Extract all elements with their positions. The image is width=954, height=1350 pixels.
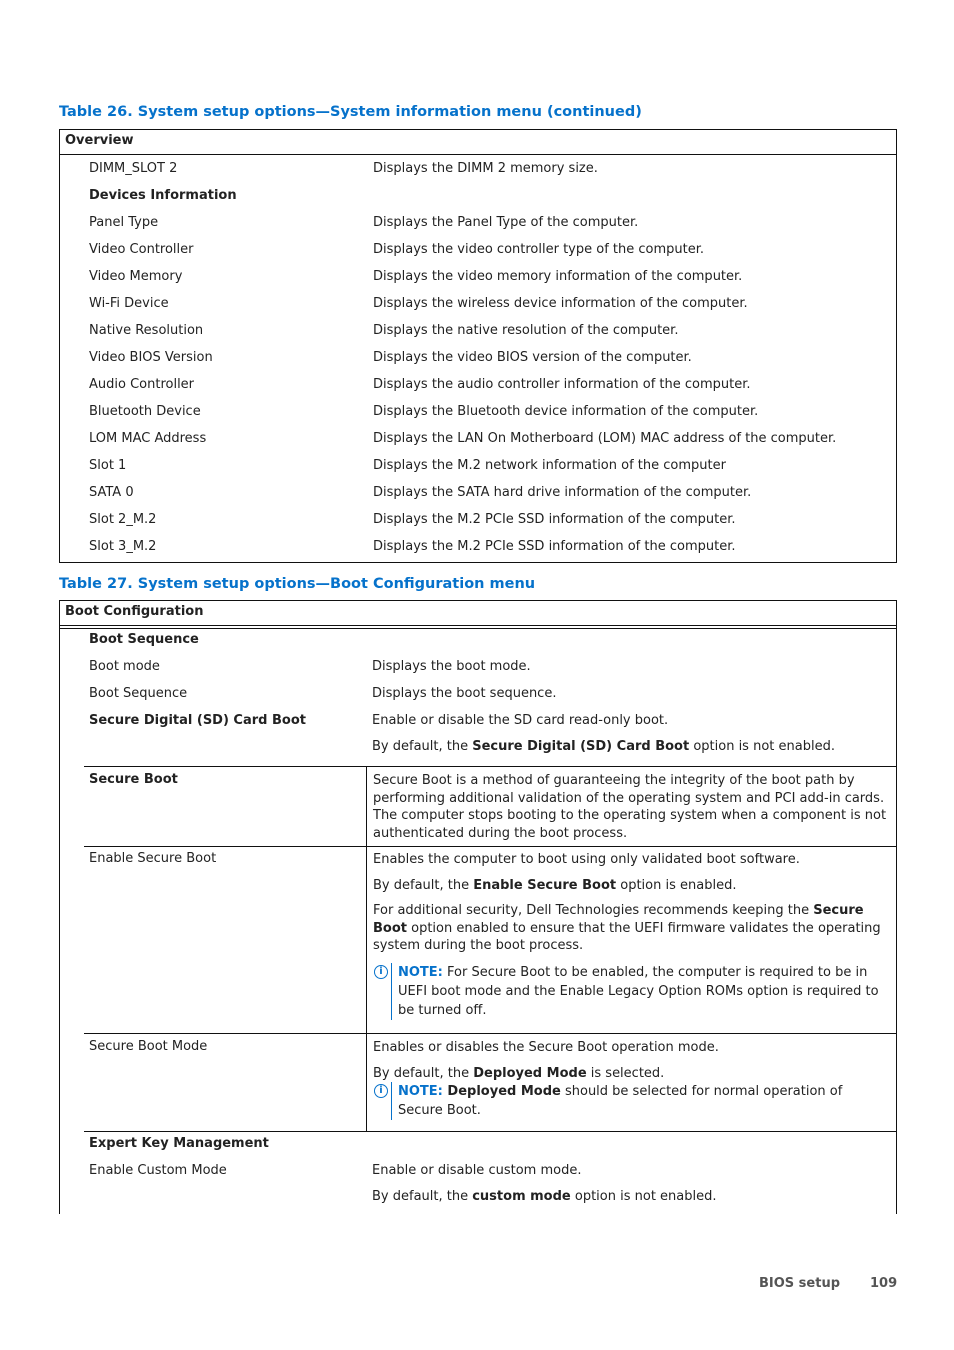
boot-mode-name: Boot mode <box>89 659 160 674</box>
boot-sequence-name: Boot Sequence <box>89 686 188 701</box>
table-row <box>60 452 896 479</box>
note-text: should be selected for normal operation of Secure Boot. <box>398 1084 843 1118</box>
custom-mode-desc: Enable or disable custom mode. <box>372 1163 582 1178</box>
expert-key-group <box>60 1132 896 1214</box>
table-row <box>60 533 896 560</box>
custom-mode-name: Enable Custom Mode <box>89 1163 227 1178</box>
expert-key-title: Expert Key Management <box>89 1136 269 1151</box>
sd-card-boot-name: Secure Digital (SD) Card Boot <box>89 713 306 728</box>
row-name: Video BIOS Version <box>89 350 213 365</box>
sd-default-post: option is not enabled. <box>689 739 835 754</box>
row-name: Video Controller <box>89 242 194 257</box>
secure-boot-name: Secure Boot <box>89 772 178 787</box>
table27-header-divider <box>60 628 896 629</box>
row-name: Slot 1 <box>89 458 127 473</box>
table26 <box>59 129 897 563</box>
sd-card-boot-default <box>372 739 835 754</box>
row-description: Displays the M.2 PCIe SSD information of the computer. <box>373 512 736 527</box>
table-row <box>60 155 896 182</box>
esb-default-bold: Enable Secure Boot <box>473 877 617 893</box>
esb-default-pre: By default, the <box>373 877 474 893</box>
row-description: Displays the Panel Type of the computer. <box>373 215 639 230</box>
table-row <box>60 263 896 290</box>
boot-mode-desc: Displays the boot mode. <box>372 659 531 674</box>
boot-sequence-group <box>60 630 896 766</box>
row-name: Slot 3_M.2 <box>89 539 157 554</box>
note-label: NOTE: <box>398 1084 443 1099</box>
row-name: Slot 2_M.2 <box>89 512 157 527</box>
table27-caption: Table 27. System setup options—Boot Configuration menu <box>59 576 536 592</box>
ek-default-bold: custom mode <box>472 1189 571 1204</box>
boot-sequence-desc: Displays the boot sequence. <box>372 686 557 701</box>
table-row <box>60 398 896 425</box>
secure-boot-row <box>84 766 896 847</box>
table-row <box>60 371 896 398</box>
enable-secure-boot-note <box>373 963 887 1020</box>
row-description: Displays the LAN On Motherboard (LOM) MAC address of the computer. <box>373 431 837 446</box>
secure-boot-desc: Secure Boot is a method of guaranteeing the integrity of the boot path by performing additional validation of the operating system and PCI add-in cards. The computer stops booting to the operating system when a component is not authenticated during the boot process. <box>373 773 887 841</box>
table-row <box>60 506 896 533</box>
row-name: Bluetooth Device <box>89 404 201 419</box>
column-divider <box>366 1034 367 1131</box>
enable-secure-boot-recommendation <box>373 902 887 955</box>
table26-header: Overview <box>60 129 896 155</box>
note-label: NOTE: <box>398 964 443 980</box>
row-description: Displays the Bluetooth device information of the computer. <box>373 404 759 419</box>
table-row <box>60 236 896 263</box>
row-description: Displays the video controller type of the computer. <box>373 242 705 257</box>
row-name: Devices Information <box>89 188 237 203</box>
note-bold: Deployed Mode <box>442 1084 561 1099</box>
footer-page-number: 109 <box>870 1276 898 1291</box>
enable-secure-boot-row <box>84 846 896 1034</box>
table27 <box>59 600 897 1214</box>
secure-boot-mode-name: Secure Boot Mode <box>89 1039 208 1054</box>
sbm-default-post: is selected. <box>586 1065 665 1081</box>
table-row <box>60 317 896 344</box>
enable-secure-boot-name: Enable Secure Boot <box>89 851 217 866</box>
esb-rec-pre: For additional security, Dell Technologies recommends keeping the <box>373 903 814 918</box>
row-description: Displays the video BIOS version of the computer. <box>373 350 692 365</box>
row-description: Displays the M.2 PCIe SSD information of the computer. <box>373 539 736 554</box>
row-name: DIMM_SLOT 2 <box>89 161 178 176</box>
secure-boot-mode-default <box>373 1065 887 1083</box>
secure-boot-mode-note <box>373 1082 887 1120</box>
secure-boot-mode-desc <box>373 1039 887 1120</box>
custom-mode-default <box>372 1189 717 1204</box>
table-row <box>60 344 896 371</box>
table-row <box>60 425 896 452</box>
row-description: Displays the wireless device information of the computer. <box>373 296 748 311</box>
row-name: LOM MAC Address <box>89 431 207 446</box>
column-divider <box>366 767 367 846</box>
row-description: Displays the SATA hard drive information of the computer. <box>373 485 752 500</box>
ek-default-pre: By default, the <box>372 1189 473 1204</box>
row-description: Displays the M.2 network information of the computer <box>373 458 726 473</box>
column-divider <box>366 846 367 1033</box>
table-row <box>60 209 896 236</box>
esb-rec-bold: Secure Boot <box>373 903 864 936</box>
ek-default-post: option is not enabled. <box>570 1189 717 1204</box>
enable-secure-boot-default <box>373 877 887 895</box>
enable-secure-boot-desc <box>373 851 887 1020</box>
sd-default-bold: Secure Digital (SD) Card Boot <box>472 739 690 754</box>
row-name: Audio Controller <box>89 377 195 392</box>
esb-rec-post: option enabled to ensure that the UEFI firmware validates the operating system during the boot process. <box>373 920 881 953</box>
table27-header: Boot Configuration <box>60 600 896 626</box>
row-name: Native Resolution <box>89 323 204 338</box>
sd-card-boot-desc: Enable or disable the SD card read-only boot. <box>372 713 669 728</box>
row-description: Displays the video memory information of the computer. <box>373 269 743 284</box>
boot-sequence-title: Boot Sequence <box>89 632 199 647</box>
sbm-default-bold: Deployed Mode <box>473 1065 587 1081</box>
row-name: Wi-Fi Device <box>89 296 169 311</box>
sbm-default-pre: By default, the <box>373 1065 474 1081</box>
table26-caption: Table 26. System setup options—System information menu (continued) <box>59 104 642 120</box>
row-description: Displays the DIMM 2 memory size. <box>373 161 598 176</box>
row-name: SATA 0 <box>89 485 134 500</box>
row-description: Displays the native resolution of the computer. <box>373 323 679 338</box>
esb-default-post: option is enabled. <box>616 877 737 893</box>
secure-boot-mode-desc1: Enables or disables the Secure Boot operation mode. <box>373 1040 719 1055</box>
note-text: For Secure Boot to be enabled, the computer is required to be in UEFI boot mode and the Enable Legacy Option ROMs option is required to be turned off. <box>398 964 879 1018</box>
table-row <box>60 479 896 506</box>
row-name: Panel Type <box>89 215 159 230</box>
table-row <box>60 290 896 317</box>
table-row <box>60 182 896 209</box>
info-icon: i <box>373 963 392 1020</box>
sd-default-pre: By default, the <box>372 739 473 754</box>
row-description: Displays the audio controller information of the computer. <box>373 377 751 392</box>
enable-secure-boot-desc1: Enables the computer to boot using only validated boot software. <box>373 852 800 867</box>
table26-body <box>60 155 896 560</box>
info-icon: i <box>373 1082 392 1120</box>
footer-section: BIOS setup <box>759 1276 841 1291</box>
row-name: Video Memory <box>89 269 183 284</box>
secure-boot-mode-row <box>84 1033 896 1132</box>
